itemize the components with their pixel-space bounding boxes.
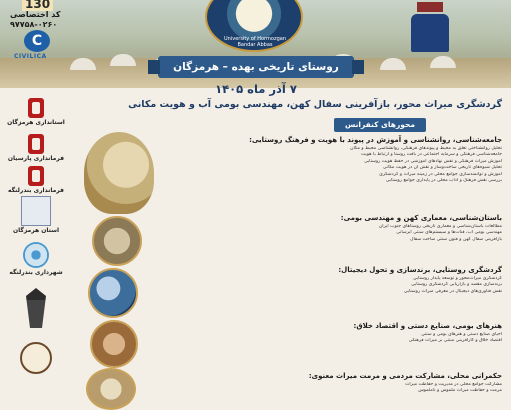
code-label: کد اختصاصی [10,10,61,19]
section-lines [162,276,502,295]
title-ribbon: روستای تاریخی بهده – هرمزگان [158,56,354,78]
emblem-text: University of Hormozgan Bandar Abbas [224,36,286,48]
flag-icon [417,2,443,12]
emblem-icon [28,98,44,118]
conference-title: گردشگری میراث محور، بازآفرینی سفال کهن، مهندسی بومی آب و هویت مکانی [128,99,502,110]
section-lines [162,224,502,243]
calligraphy-logo-icon [411,14,449,52]
list-item: نقش فناوری‌های دیجیتال در معرفی میراث روستایی [403,288,502,294]
list-item: احیای صنایع دستی و هنرهای بومی و سنتی [421,332,502,337]
list-item: مطالعات باستان‌شناسی و معماری تاریخی روستاهای جنوب ایران [378,224,502,229]
architecture-image-icon [92,216,142,266]
list-item: بازآفرینی سفال کهن و فنون سنتی ساخت سفال [410,236,502,242]
handicraft-image-icon [90,320,138,368]
civilica-logo [6,0,62,64]
section-lines [162,332,502,345]
section-heading: حکمرانی محلی، مشارکت مردمی و مرمت میراث معنوی: [308,372,502,380]
emblem-icon [28,166,44,186]
sponsor-logos [0,92,68,410]
list-item: مشارکت جوامع محلی در مدیریت و حفاظت میراث [405,382,502,387]
civilica-icon: C [24,30,50,52]
hut [110,54,136,66]
heritage-image-icon [86,368,136,410]
sponsor-logo: فرمانداری بندرلنگه [6,166,66,194]
main-content [70,96,510,410]
sponsor-logo: فرمانداری پارسیان [6,134,66,162]
logo-box-icon [21,196,51,226]
list-item: گردشگری میراث‌محور و توسعه پایدار روستایی [412,276,502,281]
digital-tourism-image-icon [88,268,138,318]
head-illustration-icon [84,132,154,214]
round-seal-icon [20,342,52,374]
sponsor-logo: استان هرمزگان [6,196,66,234]
sponsor-logo [6,342,66,374]
section-heading: گردشگری روستایی، برندسازی و تحول دیجیتال: [338,266,502,274]
axes-tag: محورهای کنفرانس [334,118,426,132]
section-lines [162,146,502,184]
sponsor-logo: استانداری هرمزگان [6,98,66,126]
list-item: آموزش میراث فرهنگی و نقش نهادهای آموزشی در حفظ هویت روستایی [364,158,502,164]
list-item: بررسی نقش فرهنگ و آداب محلی در پایداری جوامع روستایی [385,178,502,184]
sponsor-logo: شهرداری بندرلنگه [6,242,66,276]
list-item: اقتصاد خلاق و کارآفرینی مبتنی بر میراث فرهنگی [408,338,502,344]
list-item: آموزش و توانمندسازی جوامع محلی در زمینه میراث و گردشگری [379,171,502,177]
section-heading: باستان‌شناسی، معماری کهن و مهندسی بومی: [340,214,502,222]
section-heading: جامعه‌شناسی، روانشناسی و آموزش در پیوند با هویت و فرهنگ روستایی: [249,136,502,144]
dots-logo-icon [23,242,49,268]
figure-logo-icon [26,288,46,328]
list-item: مرمت و حفاظت میراث ملموس و ناملموس [418,388,502,394]
civilica-label: CIVILICA [14,53,47,60]
list-item: مهندسی بومی آب، قنات‌ها و سیستم‌های سنتی آبرسانی [396,230,502,236]
emblem-icon [28,134,44,154]
list-item: تحلیل روانشناختی تعلق به محیط و پیوندهای فرهنگی، روانشناسی محیط و مکان [350,146,502,151]
code-value: ۹۷۷۵۸-۰۲۶۰ [10,20,58,29]
conference-date: ۷ آذر ماه ۱۴۰۵ [215,82,297,96]
list-item: جامعه‌شناسی فرهنگی و سرمایه اجتماعی در بافت روستا و ارتباط با هویت [361,152,502,158]
list-item: برندسازی مقصد و بازاریابی گردشگری روستایی [411,282,502,288]
section-lines [162,382,502,395]
section-heading: هنرهای بومی، صنایع دستی و اقتصاد خلاق: [353,322,502,330]
list-item: تحلیل شیوه‌های تاریخی ساخت‌وساز و نقش آن در هویت مکانی [382,165,502,171]
logo-number: 130 [22,0,53,11]
sponsor-logo [6,288,66,328]
